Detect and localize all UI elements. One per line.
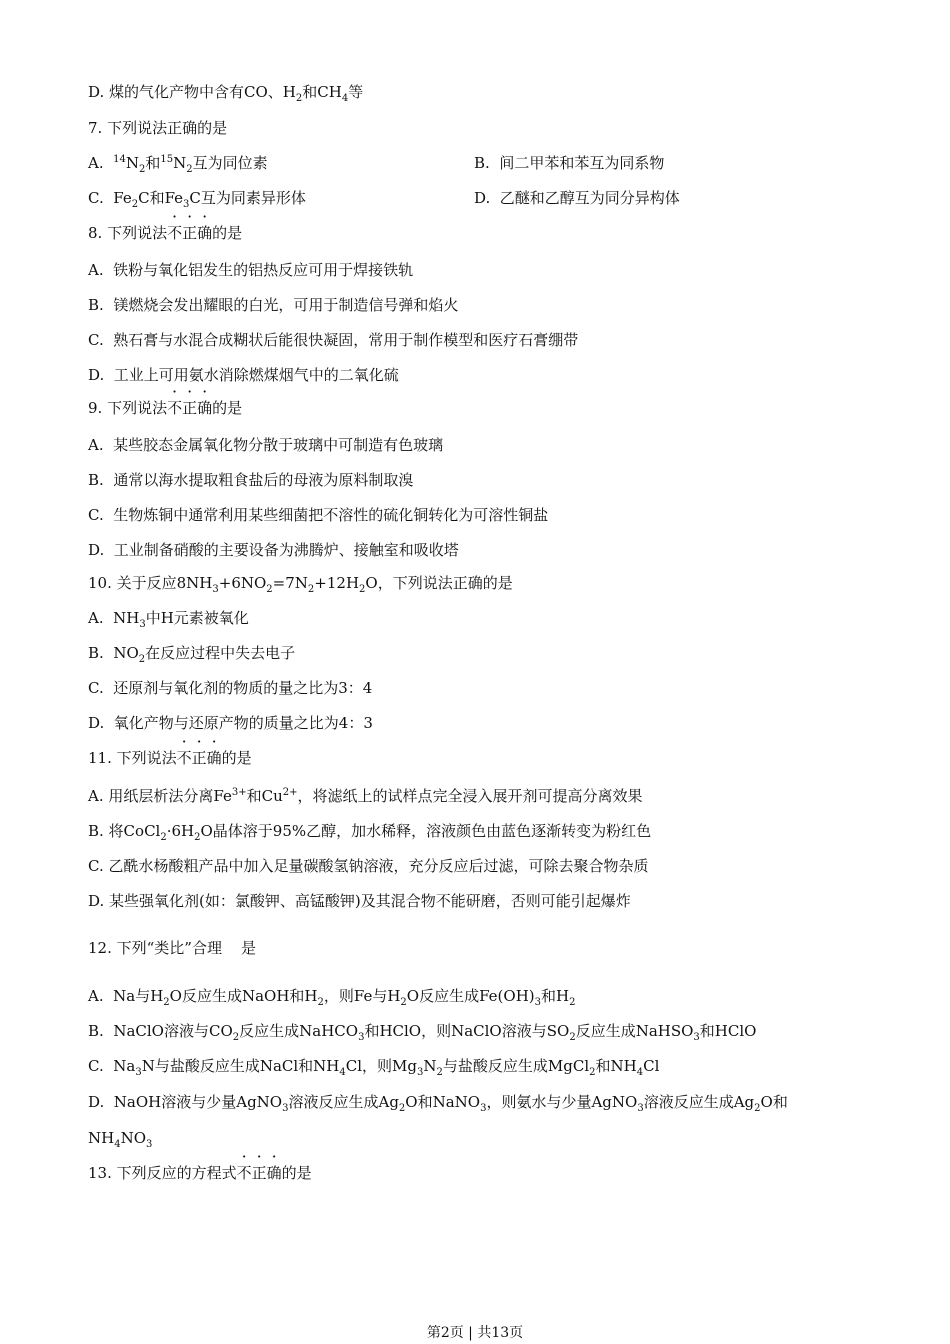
text-line: 13. 下列反应的方程式不正确的是 — [88, 1164, 312, 1182]
text-line: D. 乙醚和乙醇互为同分异构体 — [474, 189, 680, 207]
text-line: 12. 下列“类比”合理 是 — [88, 939, 257, 957]
text-line: A. 铁粉与氧化铝发生的铝热反应可用于焊接铁轨 — [88, 261, 414, 279]
text-line: C. $Fe_2C$和$Fe_3C$互为同素异形体 — [88, 189, 306, 210]
text-line: B. 镁燃烧会发出耀眼的白光，可用于制造信号弹和焰火 — [88, 296, 459, 314]
text-line: D. 工业上可用氨水消除燃煤烟气中的二氧化硫 — [88, 366, 399, 384]
text-line: B. NaClO溶液与$CO_2$反应生成NaHCO$_3$和HClO，则NaClO溶液与$SO_2$反应生成NaHSO$_3$和HClO — [88, 1022, 757, 1043]
text-line: D. NaOH溶液与少量AgNO$_3$溶液反应生成$Ag_2O$和NaNO$_3$，则氨水与少量AgNO$_3$溶液反应生成$Ag_2O$和 — [88, 1093, 788, 1114]
text-line: B. 将$CoCl_2\cdot 6H_2O$晶体溶于95%乙醇，加水稀释，溶液颜色由蓝色逐渐转变为粉红色 — [88, 822, 652, 843]
text-line: D. 氧化产物与还原产物的质量之比为4：3 — [88, 714, 373, 732]
text-line: B. 间二甲苯和苯互为同系物 — [474, 154, 665, 172]
text-line: A. 某些胶态金属氧化物分散于玻璃中可制造有色玻璃 — [88, 436, 444, 454]
text-line: 9. 下列说法不正确的是 — [88, 399, 243, 417]
text-line: C. $Na_3N$与盐酸反应生成NaCl和$NH_4Cl$，则$Mg_3N_2$与盐酸反应生成MgCl$_2$和$NH_4Cl$ — [88, 1057, 660, 1078]
text-line: 7. 下列说法正确的是 — [88, 119, 228, 137]
text-line: A. $NH_3$中H元素被氧化 — [88, 609, 249, 630]
text-line: B. 通常以海水提取粗食盐后的母液为原料制取溴 — [88, 471, 414, 489]
text-line: A. 用纸层析法分离$Fe^{3+}$和$Cu^{2+}$，将滤纸上的试样点完全浸入展开剂可提高分离效果 — [88, 787, 643, 805]
text-line: A. Na与$H_2O$反应生成NaOH和$H_2$，则Fe与$H_2O$反应生成$Fe(OH)_3$和$H_2$ — [88, 987, 576, 1008]
text-line: A. $^{14}N_2$和$^{15}N_2$互为同位素 — [88, 154, 268, 175]
text-line: C. 生物炼铜中通常利用某些细菌把不溶性的硫化铜转化为可溶性铜盐 — [88, 506, 549, 524]
text-line: D. 工业制备硝酸的主要设备为沸腾炉、接触室和吸收塔 — [88, 541, 459, 559]
text-line: $NH_4NO_3$ — [88, 1129, 153, 1150]
text-line: C. 乙酰水杨酸粗产品中加入足量碳酸氢钠溶液，充分反应后过滤，可除去聚合物杂质 — [88, 857, 649, 875]
text-line: C. 熟石膏与水混合成糊状后能很快凝固，常用于制作模型和医疗石膏绷带 — [88, 331, 579, 349]
text-line: 8. 下列说法不正确的是 — [88, 224, 243, 242]
text-line: D. 煤的气化产物中含有CO、$H_2$和$CH_4$等 — [88, 83, 364, 104]
page-footer: 第2页 | 共13页 — [426, 1325, 524, 1341]
text-line: C. 还原剂与氧化剂的物质的量之比为3：4 — [88, 679, 373, 697]
text-line: 11. 下列说法不正确的是 — [88, 749, 252, 767]
text-line: B. $NO_2$在反应过程中失去电子 — [88, 644, 296, 665]
text-line: D. 某些强氧化剂(如：氯酸钾、高锰酸钾)及其混合物不能研磨，否则可能引起爆炸 — [88, 892, 631, 910]
text-line: 10. 关于反应$8NH_3+6NO_2=7N_2+12H_2O$，下列说法正确的是 — [88, 574, 513, 595]
